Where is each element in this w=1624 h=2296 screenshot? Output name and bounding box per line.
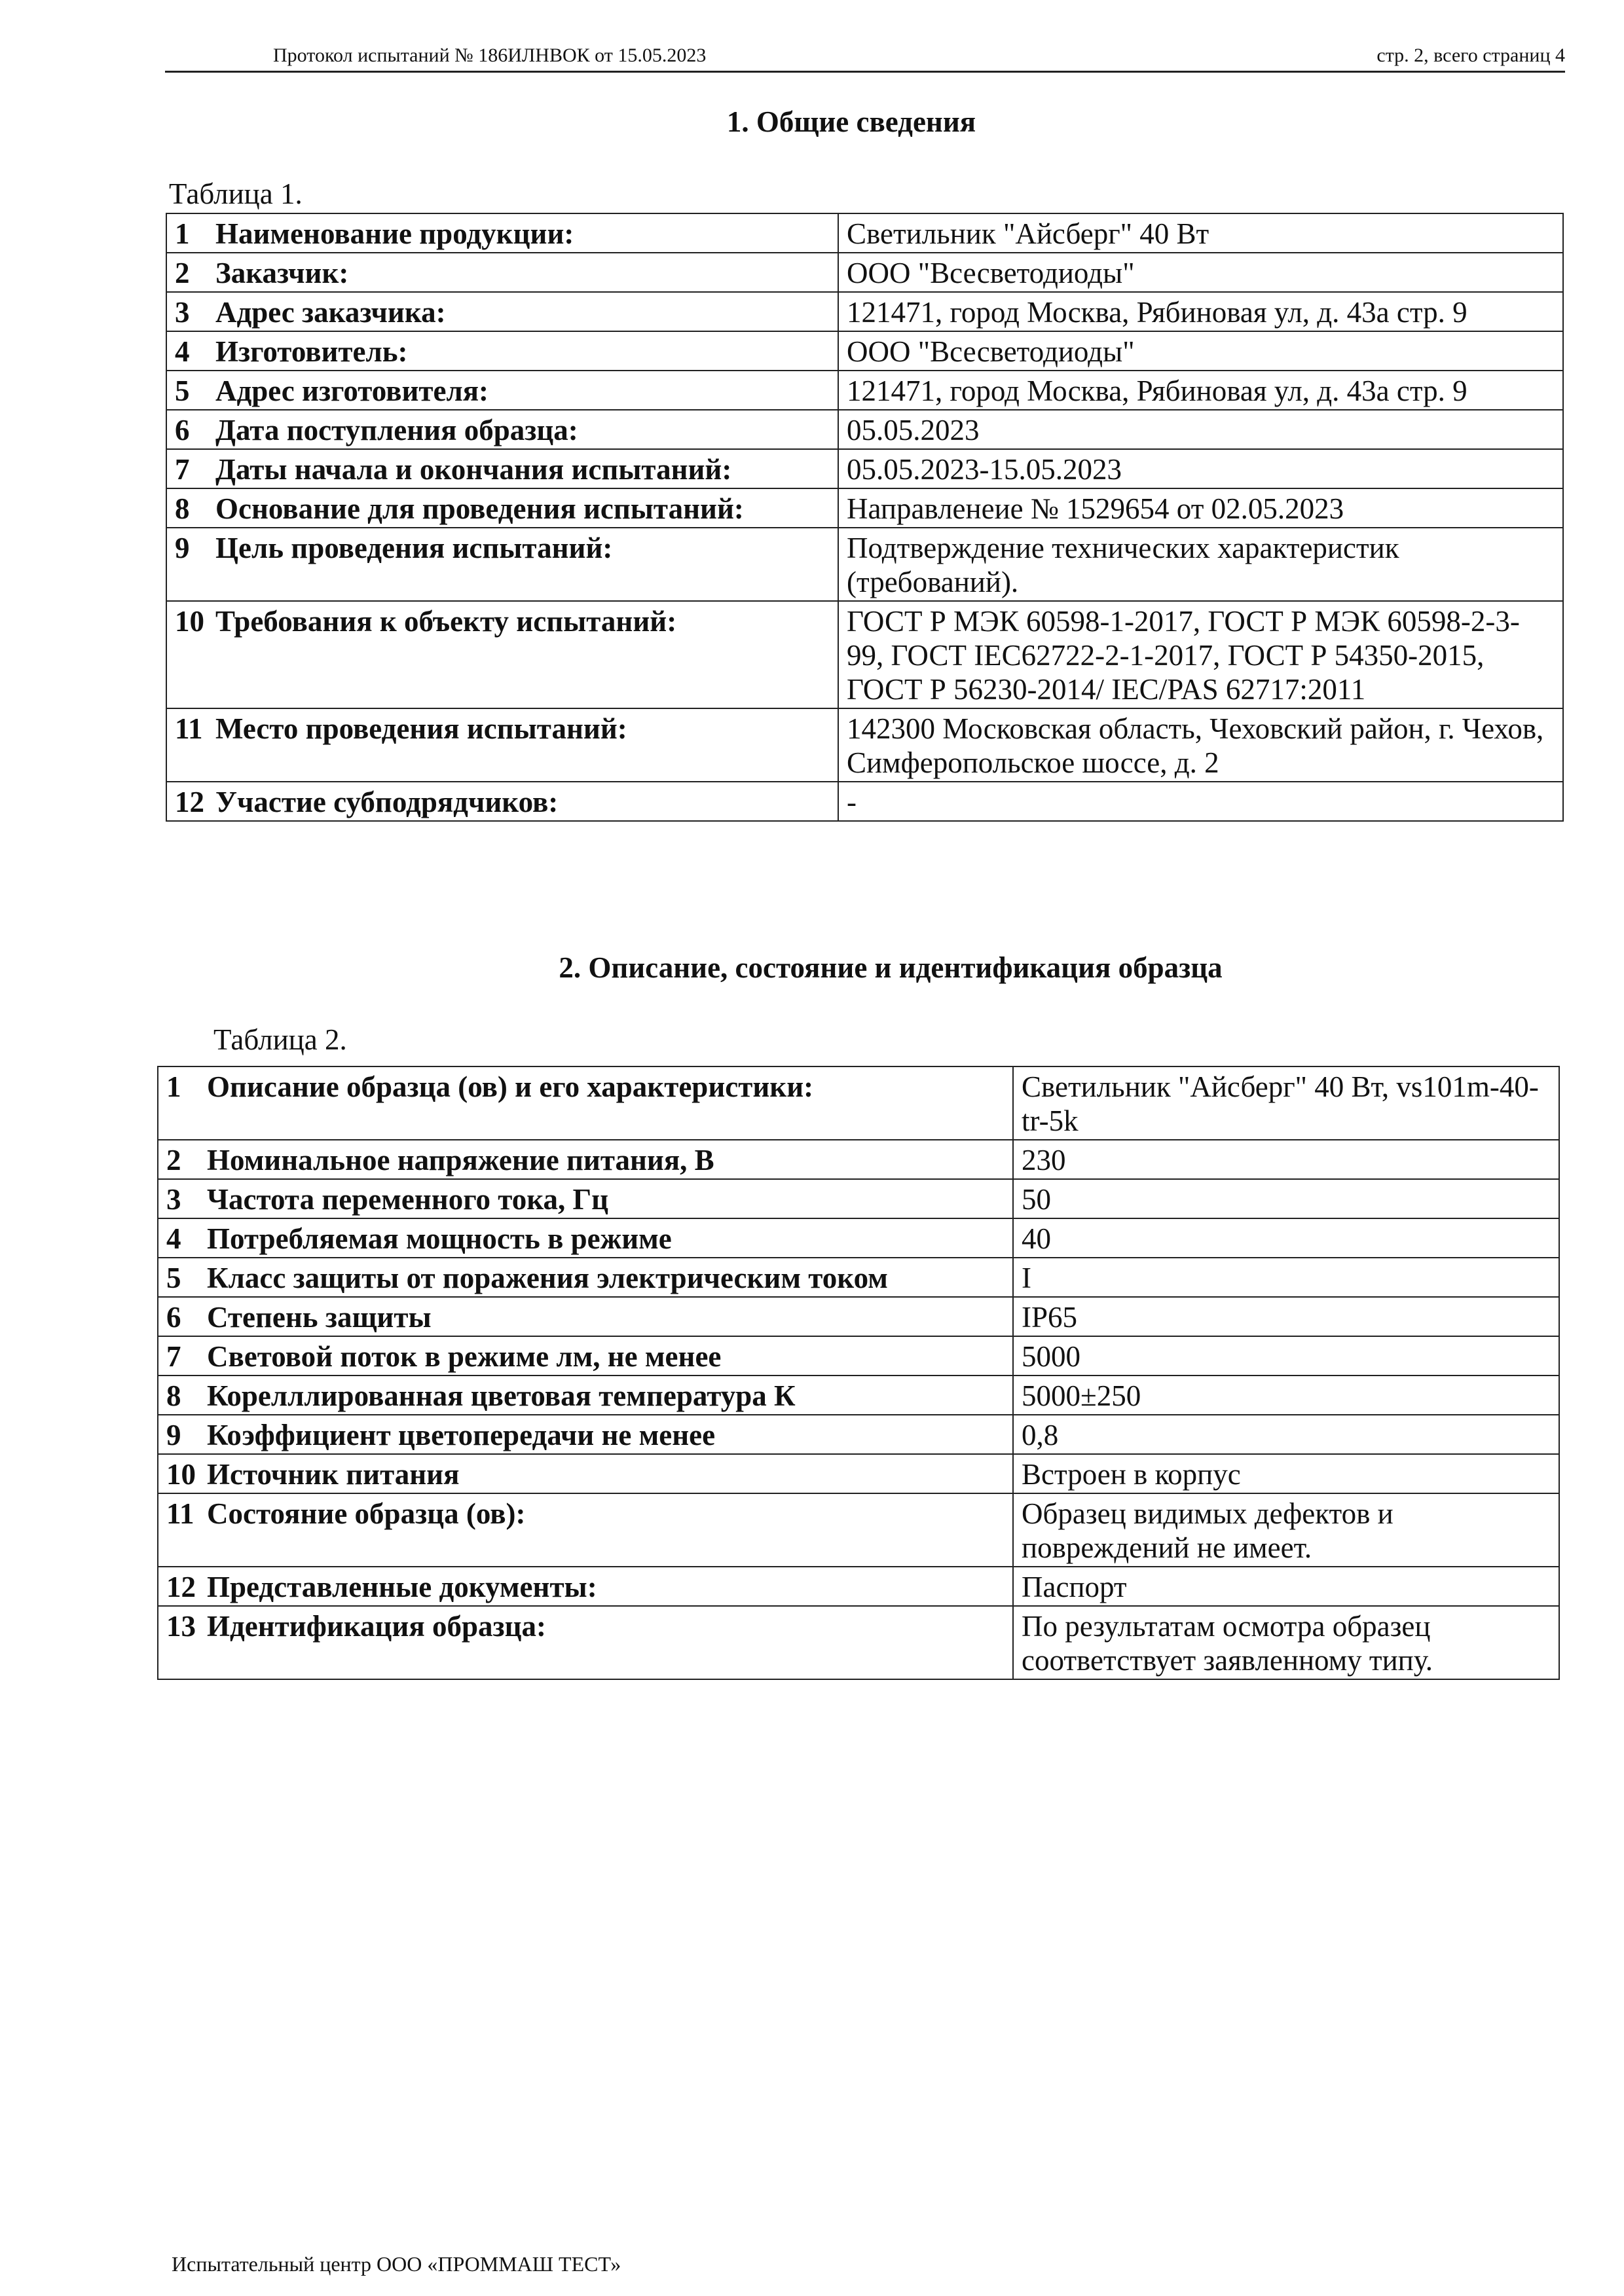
row-label-cell [166, 601, 838, 708]
table-row [166, 213, 1563, 253]
table-row [166, 782, 1563, 821]
row-label: Корелллированная цветовая температура К [207, 1379, 796, 1412]
row-value: 05.05.2023-15.05.2023 [838, 449, 1563, 488]
row-label-cell [158, 1140, 1013, 1179]
row-value: Светильник "Айсберг" 40 Вт, vs101m-40-tr-5k [1013, 1066, 1559, 1140]
row-label: Дата поступления образца: [215, 414, 578, 446]
row-label-cell [166, 371, 838, 410]
row-label-cell [158, 1606, 1013, 1679]
row-label: Основание для проведения испытаний: [215, 492, 744, 525]
table-row [158, 1376, 1559, 1415]
table-row [166, 331, 1563, 371]
table-row [158, 1258, 1559, 1297]
row-value: 230 [1013, 1140, 1559, 1179]
row-number: 11 [175, 712, 203, 745]
row-label: Заказчик: [215, 257, 349, 289]
table-row [158, 1218, 1559, 1258]
row-value: 5000±250 [1013, 1376, 1559, 1415]
row-label: Место проведения испытаний: [215, 712, 627, 745]
row-label: Наименование продукции: [215, 217, 574, 250]
row-label: Коэффициент цветопередачи не менее [207, 1419, 716, 1451]
row-label: Представленные документы: [207, 1571, 597, 1603]
table-row [166, 601, 1563, 708]
row-number: 4 [166, 1222, 181, 1255]
row-number: 5 [175, 374, 190, 407]
row-label: Световой поток в режиме лм, не менее [207, 1340, 722, 1373]
row-value: 0,8 [1013, 1415, 1559, 1454]
row-number: 7 [166, 1340, 181, 1373]
table1-caption: Таблица 1. [169, 177, 303, 210]
row-value: - [838, 782, 1563, 821]
row-label-cell [158, 1415, 1013, 1454]
row-value: Встроен в корпус [1013, 1454, 1559, 1493]
row-label: Участие субподрядчиков: [215, 786, 559, 818]
row-value: ООО "Всесветодиоды" [838, 253, 1563, 292]
row-label: Требования к объекту испытаний: [215, 605, 677, 638]
row-label-cell [158, 1066, 1013, 1140]
row-label: Адрес заказчика: [215, 296, 446, 329]
page-header [165, 39, 1565, 73]
row-number: 6 [175, 414, 190, 446]
row-label-cell [158, 1179, 1013, 1218]
row-number: 12 [175, 786, 204, 818]
protocol-header-text: Протокол испытаний № 186ИЛНВОК от 15.05.2023 [273, 45, 707, 66]
row-number: 12 [166, 1571, 196, 1603]
row-label: Класс защиты от поражения электрическим током [207, 1262, 888, 1294]
row-label: Изготовитель: [215, 335, 408, 368]
table-row [166, 488, 1563, 528]
row-value: По результатам осмотра образец соответствует заявленному типу. [1013, 1606, 1559, 1679]
row-label-cell [158, 1376, 1013, 1415]
table-row [166, 371, 1563, 410]
row-label-cell [158, 1336, 1013, 1376]
row-number: 10 [166, 1458, 196, 1491]
section1-title: 1. Общие сведения [726, 105, 976, 138]
row-number: 4 [175, 335, 190, 368]
row-label-cell [158, 1454, 1013, 1493]
sample-description-table [157, 1066, 1560, 1680]
row-number: 3 [175, 296, 190, 329]
row-value: ООО "Всесветодиоды" [838, 331, 1563, 371]
row-label: Степень защиты [207, 1301, 432, 1334]
table2-caption: Таблица 2. [213, 1023, 347, 1056]
general-info-table-body [166, 213, 1563, 821]
table-row [158, 1493, 1559, 1567]
row-value: ГОСТ Р МЭК 60598-1-2017, ГОСТ Р МЭК 60598-2-3-99, ГОСТ IEC62722-2-1-2017, ГОСТ Р 54350-2015, ГОСТ Р 56230-2014/ IEC/PAS 62717:2011 [838, 601, 1563, 708]
row-number: 9 [166, 1419, 181, 1451]
row-label: Адрес изготовителя: [215, 374, 489, 407]
row-label-cell [166, 292, 838, 331]
row-value: 121471, город Москва, Рябиновая ул, д. 43а стр. 9 [838, 292, 1563, 331]
row-number: 2 [166, 1144, 181, 1176]
table-row [158, 1140, 1559, 1179]
row-number: 10 [175, 605, 204, 638]
table-row [166, 253, 1563, 292]
sample-description-table-body [158, 1066, 1559, 1679]
row-label: Описание образца (ов) и его характеристики: [207, 1070, 814, 1103]
row-value: 40 [1013, 1218, 1559, 1258]
table-row [158, 1415, 1559, 1454]
row-label-cell [166, 488, 838, 528]
row-value: 142300 Московская область, Чеховский район, г. Чехов, Симферопольское шоссе, д. 2 [838, 708, 1563, 782]
row-label-cell [158, 1218, 1013, 1258]
row-label-cell [166, 410, 838, 449]
row-label-cell [166, 782, 838, 821]
row-number: 13 [166, 1610, 196, 1643]
table-row [158, 1066, 1559, 1140]
page-number: стр. 2, всего страниц 4 [1376, 45, 1565, 66]
row-value: Подтверждение технических характеристик (требований). [838, 528, 1563, 601]
row-value: 50 [1013, 1179, 1559, 1218]
table-row [166, 449, 1563, 488]
row-label: Номинальное напряжение питания, В [207, 1144, 714, 1176]
table-row [158, 1606, 1559, 1679]
row-label-cell [158, 1493, 1013, 1567]
row-number: 8 [175, 492, 190, 525]
table-row [166, 410, 1563, 449]
table-row [158, 1297, 1559, 1336]
row-label: Источник питания [207, 1458, 460, 1491]
row-number: 2 [175, 257, 190, 289]
row-number: 11 [166, 1497, 194, 1530]
table-row [158, 1567, 1559, 1606]
row-label: Состояние образца (ов): [207, 1497, 526, 1530]
section2-title: 2. Описание, состояние и идентификация образца [559, 951, 1223, 984]
row-number: 6 [166, 1301, 181, 1334]
row-number: 5 [166, 1262, 181, 1294]
general-info-table [166, 213, 1564, 822]
table-row [158, 1179, 1559, 1218]
row-number: 1 [166, 1070, 181, 1103]
row-label: Цель проведения испытаний: [215, 532, 613, 564]
row-number: 7 [175, 453, 190, 486]
row-value: I [1013, 1258, 1559, 1297]
row-value: Образец видимых дефектов и повреждений не имеет. [1013, 1493, 1559, 1567]
row-label-cell [166, 708, 838, 782]
row-label-cell [166, 331, 838, 371]
table-row [158, 1454, 1559, 1493]
page-footer: Испытательный центр ООО «ПРОММАШ ТЕСТ» [172, 2252, 621, 2276]
row-label: Даты начала и окончания испытаний: [215, 453, 732, 486]
row-value: Светильник "Айсберг" 40 Вт [838, 213, 1563, 253]
table-row [166, 292, 1563, 331]
row-label-cell [158, 1297, 1013, 1336]
row-value: 05.05.2023 [838, 410, 1563, 449]
row-number: 8 [166, 1379, 181, 1412]
row-label-cell [166, 253, 838, 292]
row-value: IP65 [1013, 1297, 1559, 1336]
row-value: 5000 [1013, 1336, 1559, 1376]
table-row [166, 708, 1563, 782]
row-label: Частота переменного тока, Гц [207, 1183, 609, 1216]
table-row [166, 528, 1563, 601]
row-label-cell [166, 449, 838, 488]
row-number: 3 [166, 1183, 181, 1216]
row-value: Паспорт [1013, 1567, 1559, 1606]
row-label: Потребляемая мощность в режиме [207, 1222, 672, 1255]
row-value: Направленеие № 1529654 от 02.05.2023 [838, 488, 1563, 528]
row-number: 9 [175, 532, 190, 564]
row-label-cell [158, 1258, 1013, 1297]
row-label-cell [166, 528, 838, 601]
row-number: 1 [175, 217, 190, 250]
row-value: 121471, город Москва, Рябиновая ул, д. 43а стр. 9 [838, 371, 1563, 410]
row-label-cell [166, 213, 838, 253]
row-label: Идентификация образца: [207, 1610, 546, 1643]
row-label-cell [158, 1567, 1013, 1606]
table-row [158, 1336, 1559, 1376]
